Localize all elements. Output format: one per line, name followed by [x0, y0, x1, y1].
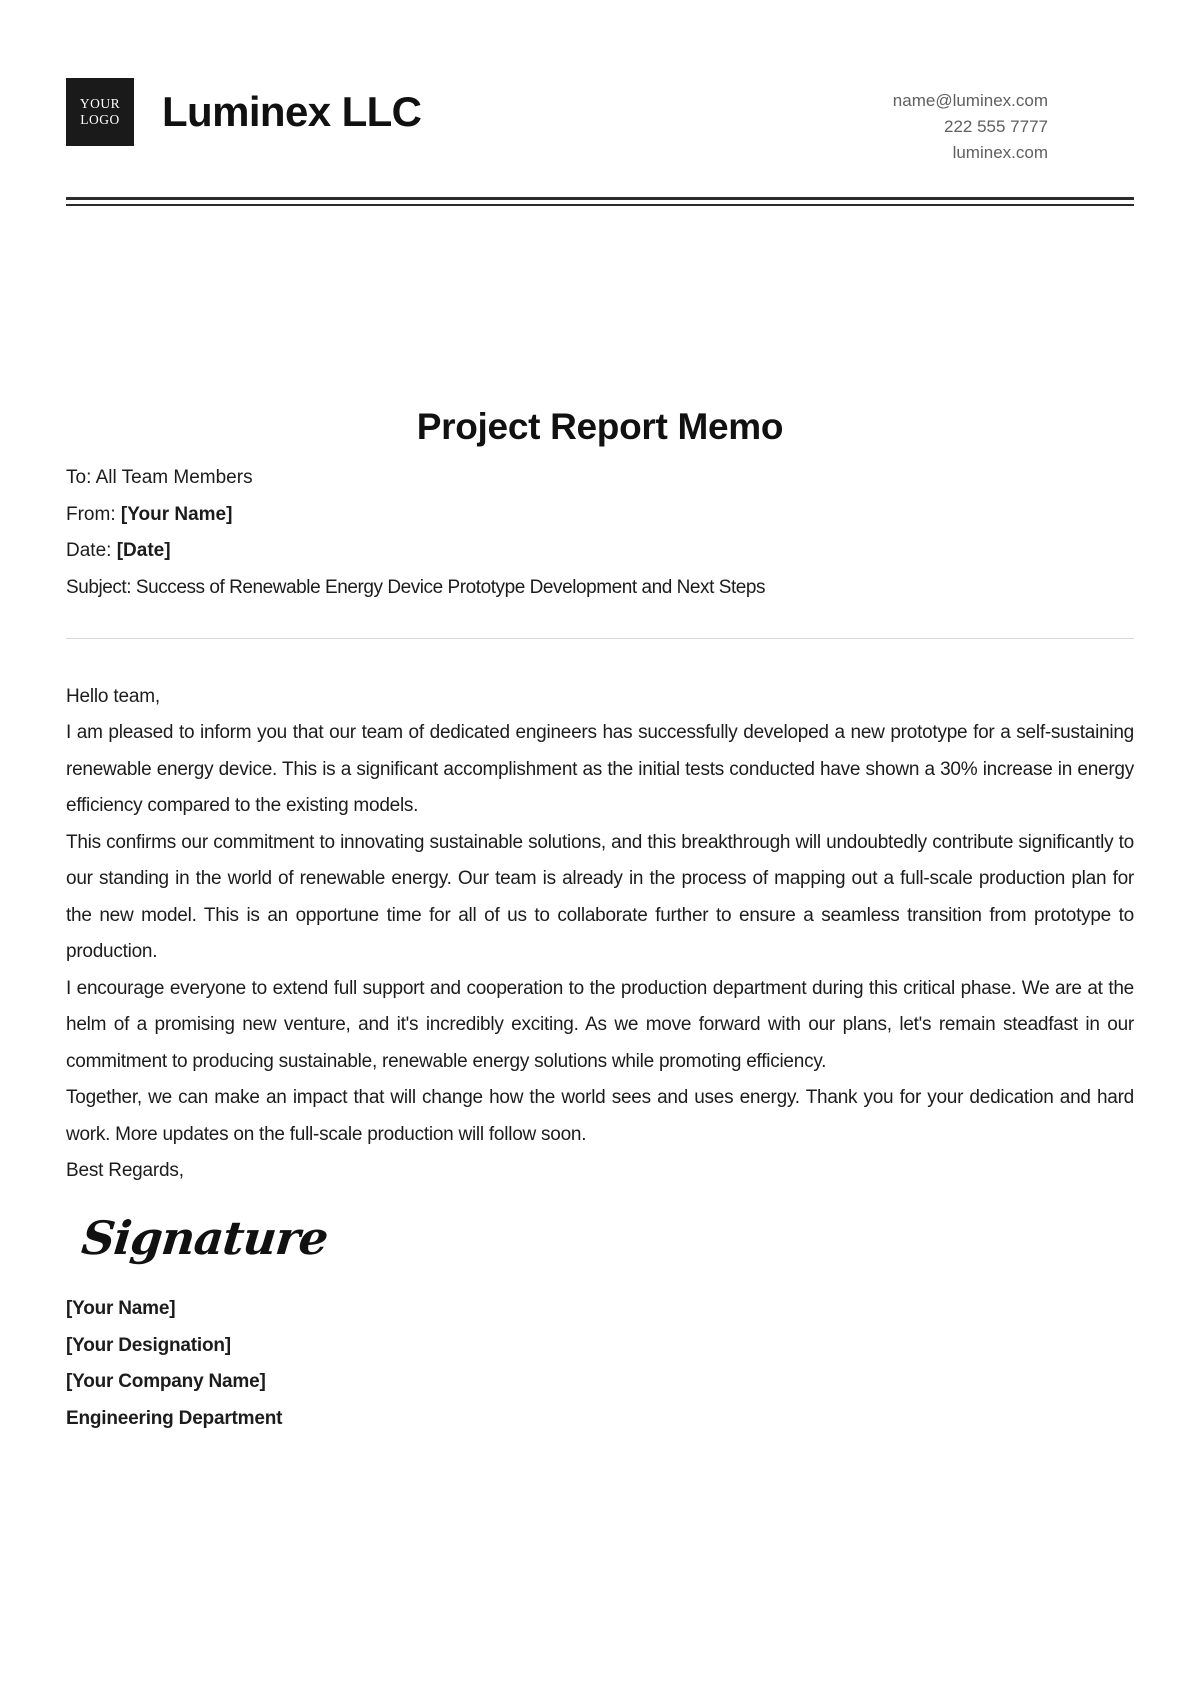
signoff-block	[66, 1291, 1134, 1437]
contact-phone: 222 555 7777	[944, 116, 1048, 136]
document-header	[0, 0, 1200, 165]
memo-field-to-label: To:	[66, 467, 92, 489]
signoff-department: Engineering Department	[66, 1407, 283, 1429]
memo-field-to	[66, 460, 1134, 496]
memo-title: Project Report Memo	[416, 406, 784, 448]
signoff-company: [Your Company Name]	[66, 1371, 266, 1393]
signoff-designation: [Your Designation]	[66, 1334, 231, 1356]
memo-field-date-value: [Date]	[116, 540, 171, 562]
signature-script: Signature	[79, 1211, 331, 1266]
divider-thin-line	[66, 204, 1134, 206]
contact-email: name@luminex.com	[892, 91, 1048, 110]
memo-field-date-label: Date:	[66, 540, 112, 562]
logo-line-2: LOGO	[80, 112, 120, 127]
memo-field-subject-value: Success of Renewable Energy Device Prototype Development and Next Steps	[135, 576, 766, 598]
body-greeting: Hello team,	[66, 686, 160, 708]
memo-field-from-label: From:	[66, 503, 116, 525]
memo-field-from-value: [Your Name]	[120, 503, 233, 525]
memo-body	[66, 679, 1134, 1189]
contact-block	[893, 78, 1048, 165]
body-paragraph-4: Together, we can make an impact that will change how the world sees and uses energy. Thank you for your dedication and hard work. More updates on the full-scale production will follow soon.	[66, 1087, 1134, 1145]
brand-block	[66, 78, 421, 146]
memo-field-to-value: All Team Members	[95, 467, 253, 489]
company-name: Luminex LLC	[162, 88, 422, 135]
logo-line-1: YOUR	[79, 96, 121, 112]
body-paragraph-3: I encourage everyone to extend full support and cooperation to the production department during this critical phase. We are at the helm of a promising new venture, and it's incredibly exciting. As we move forward with our plans, let's remain steadfast in our commitment to producing sustainable, renewable energy solutions while promoting efficiency.	[66, 977, 1134, 1072]
memo-field-from	[66, 497, 1134, 533]
body-paragraph-1: I am pleased to inform you that our team of dedicated engineers has successfully developed a new prototype for a self-sustaining renewable energy device. This is a significant accomplishment as the initial tests conducted have shown a 30% increase in energy efficiency compared to the existing models.	[66, 722, 1134, 817]
contact-website: luminex.com	[952, 142, 1048, 162]
memo-field-date	[66, 533, 1134, 569]
memo-field-subject-label: Subject:	[66, 576, 132, 598]
body-paragraph-2: This confirms our commitment to innovating sustainable solutions, and this breakthrough will undoubtedly contribute significantly to our standing in the world of renewable energy. Our team is already in the process of mapping out a full-scale production plan for the new model. This is an opportune time for all of us to collaborate further to ensure a seamless transition from prototype to production.	[66, 831, 1134, 963]
company-logo	[66, 78, 134, 146]
signoff-name: [Your Name]	[66, 1298, 176, 1320]
memo-fields	[66, 460, 1134, 606]
memo-field-subject	[66, 570, 1134, 606]
body-closing: Best Regards,	[66, 1160, 184, 1182]
memo-body-divider	[66, 638, 1134, 639]
header-divider	[66, 197, 1134, 206]
